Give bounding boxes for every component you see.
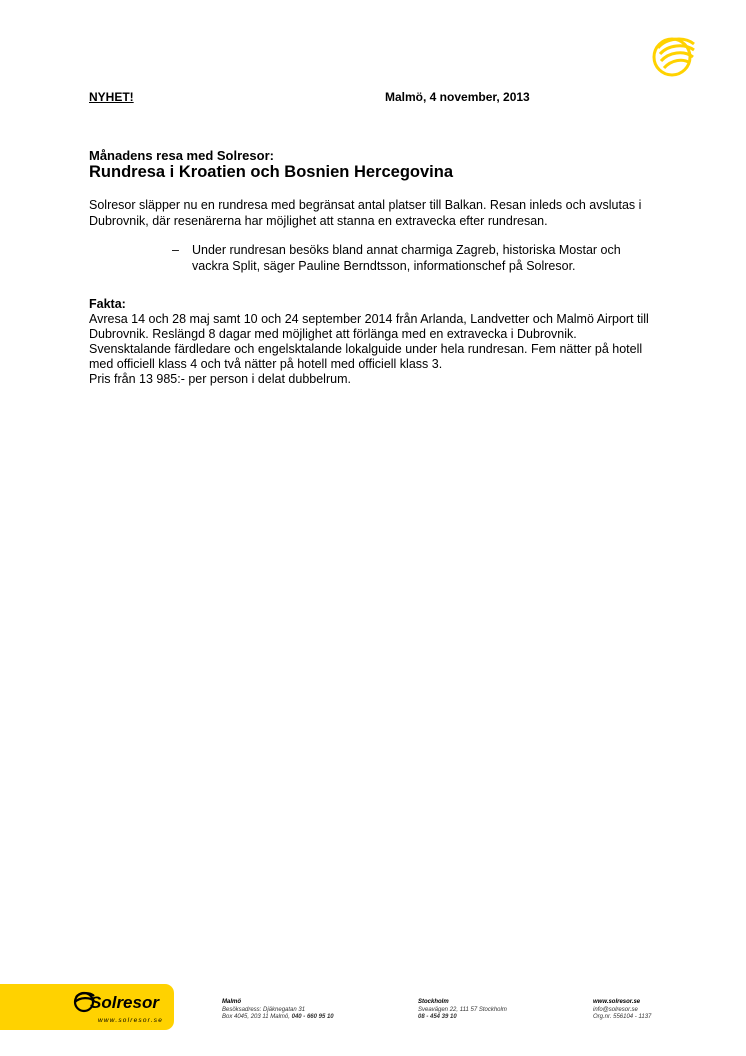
quote-dash: – — [172, 243, 179, 257]
intro-paragraph — [89, 197, 659, 229]
fakta-section — [89, 297, 669, 387]
footer-stockholm-address: Sveavägen 22, 111 57 Stockholm — [418, 1006, 507, 1013]
fakta-line: Pris från 13 985:- per person i delat dubbelrum. — [89, 372, 351, 386]
footer-malmo-box-text: Box 4045, 203 11 Malmö, — [222, 1014, 292, 1020]
footer-website[interactable]: www.solresor.se — [593, 999, 641, 1005]
fakta-line: med officiell klass 4 och två nätter på hotell med officiell klass 3. — [89, 357, 443, 371]
fakta-line: Avresa 14 och 28 maj samt 10 och 24 september 2014 från Arlanda, Landvetter och Malmö Airport till — [89, 312, 649, 326]
footer-malmo-box — [222, 1014, 334, 1022]
footer-malmo-title: Malmö — [222, 999, 242, 1005]
quote-line: Under rundresan besöks bland annat charmiga Zagreb, historiska Mostar och — [192, 243, 621, 257]
quote-block — [172, 242, 652, 274]
news-label: NYHET! — [89, 90, 134, 104]
dateline: Malmö, 4 november, 2013 — [385, 90, 530, 104]
intro-line: Dubrovnik, där resenärerna har möjlighet att stanna en extravecka efter rundresan. — [89, 214, 548, 228]
footer-malmo-phone: 040 - 660 95 10 — [291, 1014, 334, 1020]
footer-stockholm-phone: 08 - 454 39 10 — [418, 1014, 457, 1020]
footer-brand-url: www.solresor.se — [98, 1017, 164, 1024]
footer-stockholm — [418, 999, 507, 1022]
footer-email[interactable]: info@solresor.se — [593, 1006, 638, 1013]
solresor-footer-logo — [0, 984, 174, 1030]
sun-logo-icon — [650, 32, 696, 78]
footer-stockholm-title: Stockholm — [418, 999, 449, 1005]
footer-orgnr: Org.nr. 556104 - 1137 — [593, 1014, 652, 1020]
footer-malmo-address: Besöksadress: Djäknegatan 31 — [222, 1006, 306, 1013]
footer-malmo — [222, 999, 334, 1022]
fakta-line: Svensktalande färdledare och engelsktalande lokalguide under hela rundresan. Fem nätter på hotell — [89, 342, 643, 356]
footer-brand: Solresor — [90, 993, 159, 1012]
quote-line: vackra Split, säger Pauline Berndtsson, informationschef på Solresor. — [192, 259, 576, 273]
article-subtitle: Månadens resa med Solresor: — [89, 148, 274, 163]
fakta-line: Dubrovnik. Reslängd 8 dagar med möjlighet att förlänga med en extravecka i Dubrovnik. — [89, 327, 577, 341]
intro-line: Solresor släpper nu en rundresa med begränsat antal platser till Balkan. Resan inleds och avslutas i — [89, 198, 642, 212]
footer-contact — [593, 999, 651, 1022]
fakta-heading: Fakta: — [89, 297, 126, 311]
article-title: Rundresa i Kroatien och Bosnien Hercegovina — [89, 163, 453, 181]
